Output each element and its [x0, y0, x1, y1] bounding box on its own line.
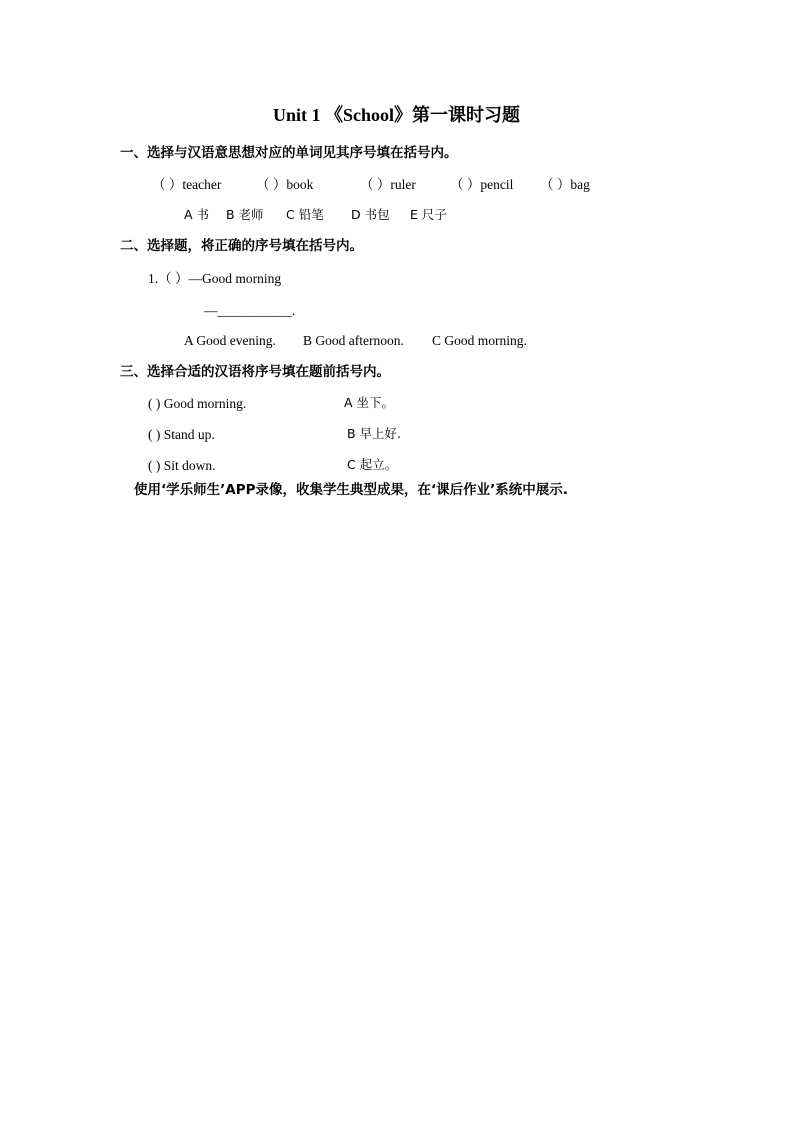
option-c: C 铅笔	[286, 207, 324, 222]
section-3-heading: 三、选择合适的汉语将序号填在题前括号内。	[120, 364, 390, 380]
choice-c: C Good morning.	[432, 333, 527, 348]
option-a: A 书	[184, 207, 210, 222]
match-chinese-2: B 早上好.	[347, 426, 402, 441]
word-item-book: （ ）book	[256, 177, 314, 192]
word-item-teacher: （ ）teacher	[152, 177, 222, 192]
question-1: 1.（ ）—Good morning	[148, 271, 282, 286]
option-d: D 书包	[351, 207, 390, 222]
footer-note: 使用‘学乐师生’APP录像，收集学生典型成果，在‘课后作业’系统中展示.	[134, 482, 568, 498]
page-title: Unit 1 《School》第一课时习题	[272, 105, 521, 125]
match-english-1: ( ) Good morning.	[148, 396, 247, 411]
word-item-ruler: （ ）ruler	[360, 177, 416, 192]
match-chinese-3: C 起立。	[347, 457, 398, 472]
choice-a: A Good evening.	[184, 333, 276, 348]
option-e: E 尺子	[410, 207, 447, 222]
match-english-3: ( ) Sit down.	[148, 458, 216, 473]
section-2-heading: 二、选择题，将正确的序号填在括号内。	[120, 238, 363, 254]
answer-blank: —___________.	[204, 303, 296, 318]
option-b: B 老师	[226, 207, 264, 222]
word-item-bag: （ ）bag	[540, 177, 590, 192]
word-item-pencil: （ ）pencil	[450, 177, 514, 192]
choice-b: B Good afternoon.	[303, 333, 404, 348]
match-english-2: ( ) Stand up.	[148, 427, 215, 442]
match-chinese-1: A 坐下。	[344, 395, 395, 410]
section-1-heading: 一、选择与汉语意思想对应的单词见其序号填在括号内。	[120, 145, 458, 161]
